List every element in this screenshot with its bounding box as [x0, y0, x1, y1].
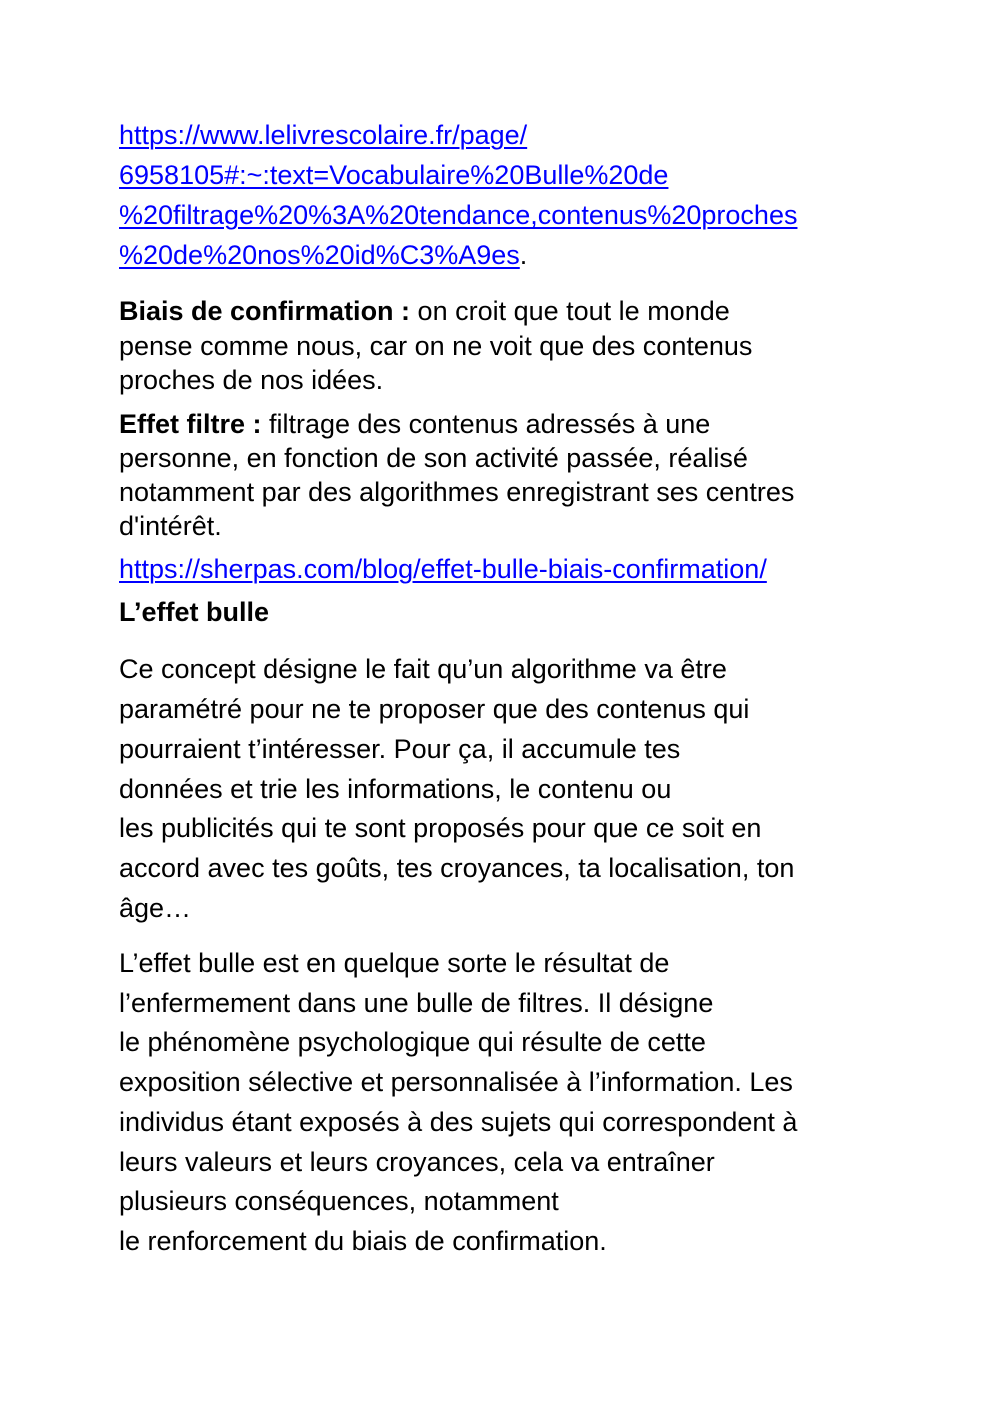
paragraph-line: le phénomène psychologique qui résulte de cette [119, 1027, 706, 1057]
lelivrescolaire-link-line-1[interactable]: https://www.lelivrescolaire.fr/page/ [119, 120, 528, 150]
paragraph-line: individus étant exposés à des sujets qui correspondent à [119, 1107, 798, 1137]
definition-text: proches de nos idées. [119, 365, 384, 395]
paragraph-line: âge… [119, 893, 192, 923]
paragraph-line: accord avec tes goûts, tes croyances, ta localisation, ton [119, 853, 795, 883]
definition-text: d'intérêt. [119, 511, 222, 541]
section-heading: L’effet bulle [119, 597, 270, 627]
paragraph-line: paramétré pour ne te proposer que des contenus qui [119, 694, 750, 724]
paragraph-line: le renforcement du biais de confirmation. [119, 1226, 607, 1256]
lelivrescolaire-link-line-2[interactable]: 6958105#:~:text=Vocabulaire%20Bulle%20de [119, 160, 669, 190]
paragraph-line: Ce concept désigne le fait qu’un algorithme va être [119, 654, 727, 684]
paragraph-line: plusieurs conséquences, notamment [119, 1186, 559, 1216]
definition-text: filtrage des contenus adressés à une [261, 409, 711, 439]
definition-term: Effet filtre : [119, 409, 262, 439]
paragraph-line: leurs valeurs et leurs croyances, cela va entraîner [119, 1147, 715, 1177]
definition-term: Biais de confirmation : [119, 296, 411, 326]
lelivrescolaire-link-line-4[interactable]: %20de%20nos%20id%C3%A9es [119, 240, 520, 270]
paragraph-line: l’enfermement dans une bulle de filtres. Il désigne [119, 988, 714, 1018]
sherpas-link[interactable]: https://sherpas.com/blog/effet-bulle-biais-confirmation/ [119, 554, 767, 584]
paragraph-line: L’effet bulle est en quelque sorte le résultat de [119, 948, 670, 978]
definition-text: personne, en fonction de son activité passée, réalisé [119, 443, 748, 473]
paragraph-line: exposition sélective et personnalisée à l’information. Les [119, 1067, 793, 1097]
paragraph-line: les publicités qui te sont proposés pour que ce soit en [119, 813, 762, 843]
definition-text: pense comme nous, car on ne voit que des contenus [119, 331, 753, 361]
definition-text: on croit que tout le monde [410, 296, 730, 326]
paragraph-line: données et trie les informations, le contenu ou [119, 774, 672, 804]
link-trailing-period: . [519, 240, 528, 270]
lelivrescolaire-link-line-3[interactable]: %20filtrage%20%3A%20tendance,contenus%20proches [119, 200, 798, 230]
paragraph-line: pourraient t’intéresser. Pour ça, il accumule tes [119, 734, 681, 764]
definition-text: notamment par des algorithmes enregistrant ses centres [119, 477, 795, 507]
